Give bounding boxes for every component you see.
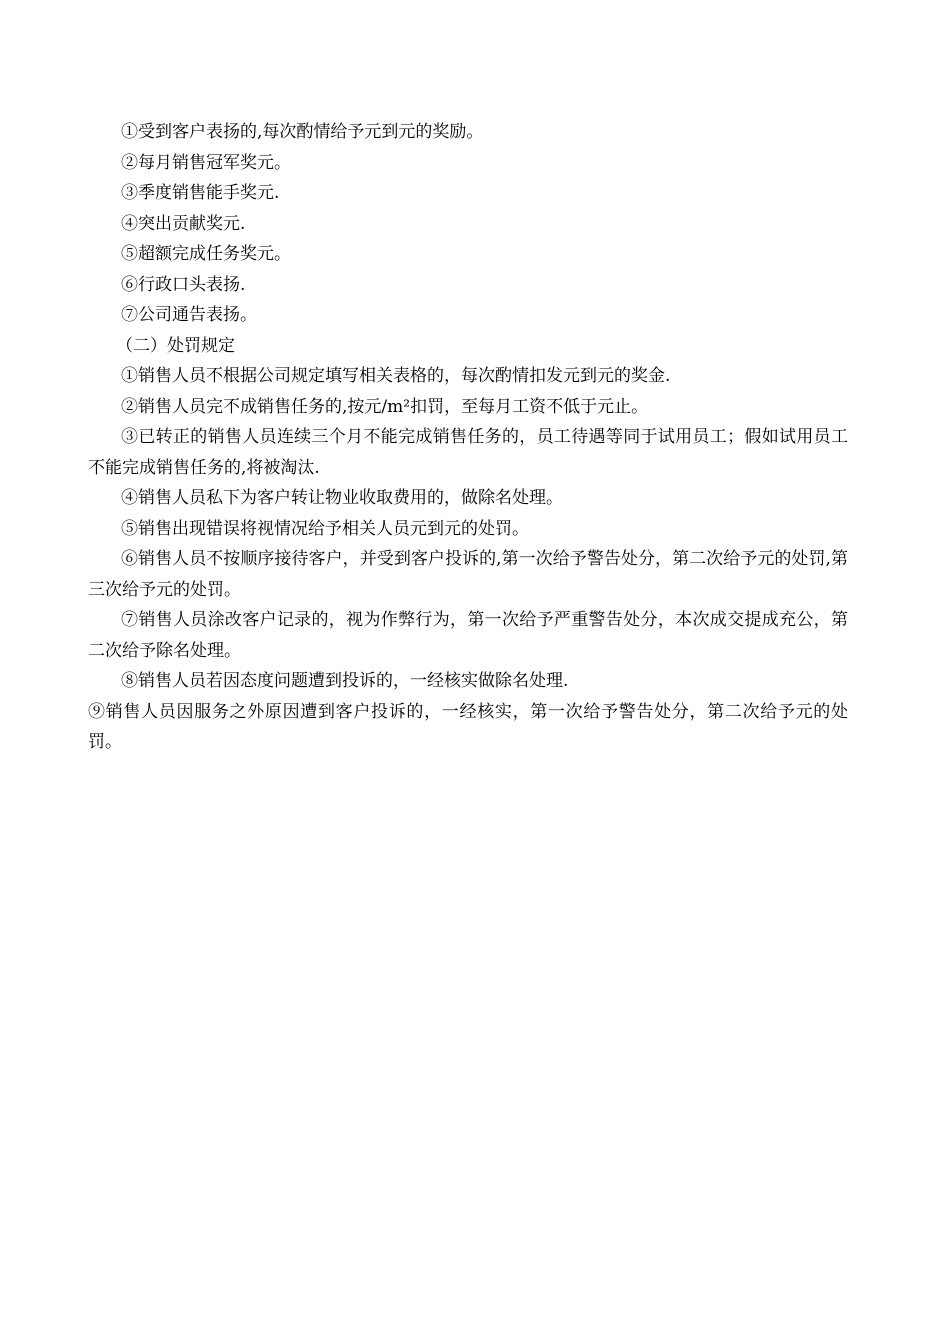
reward-item-1: ①受到客户表扬的,每次酌情给予元到元的奖励。 — [121, 122, 484, 142]
penalty-item-2: ②销售人员完不成销售任务的,按元/m²扣罚，至每月工资不低于元止。 — [121, 396, 649, 417]
reward-item-6: ⑥行政口头表扬. — [121, 274, 246, 295]
reward-item-7: ⑦公司通告表扬。 — [121, 305, 257, 325]
document-page — [88, 117, 848, 758]
reward-item-4: ④突出贡献奖元. — [121, 213, 246, 234]
penalty-item-5: ⑤销售出现错误将视情况给予相关人员元到元的处罚。 — [121, 518, 529, 539]
penalty-item-9: ⑨销售人员因服务之外原因遭到客户投诉的，一经核实，第一次给予警告处分，第二次给予元的处罚。 — [88, 701, 848, 752]
penalty-item-3: ③已转正的销售人员连续三个月不能完成销售任务的，员工待遇等同于试用员工；假如试用员工不能完成销售任务的,将被淘汰. — [88, 427, 848, 478]
reward-item-2: ②每月销售冠军奖元。 — [121, 152, 291, 173]
reward-item-3: ③季度销售能手奖元. — [121, 183, 280, 203]
penalty-item-8: ⑧销售人员若因态度问题遭到投诉的，一经核实做除名处理. — [121, 671, 569, 691]
penalty-item-7: ⑦销售人员涂改客户记录的，视为作弊行为，第一次给予严重警告处分，本次成交提成充公，第二次给予除名处理。 — [88, 610, 848, 661]
penalty-item-4: ④销售人员私下为客户转让物业收取费用的，做除名处理。 — [121, 488, 563, 508]
reward-item-5: ⑤超额完成任务奖元。 — [121, 244, 291, 264]
section-heading-penalty: （二）处罚规定 — [116, 335, 235, 356]
penalty-item-6: ⑥销售人员不按顺序接待客户，并受到客户投诉的,第一次给予警告处分，第二次给予元的处罚,第三次给予元的处罚。 — [88, 549, 848, 600]
penalty-item-1: ①销售人员不根据公司规定填写相关表格的，每次酌情扣发元到元的奖金. — [121, 366, 671, 386]
